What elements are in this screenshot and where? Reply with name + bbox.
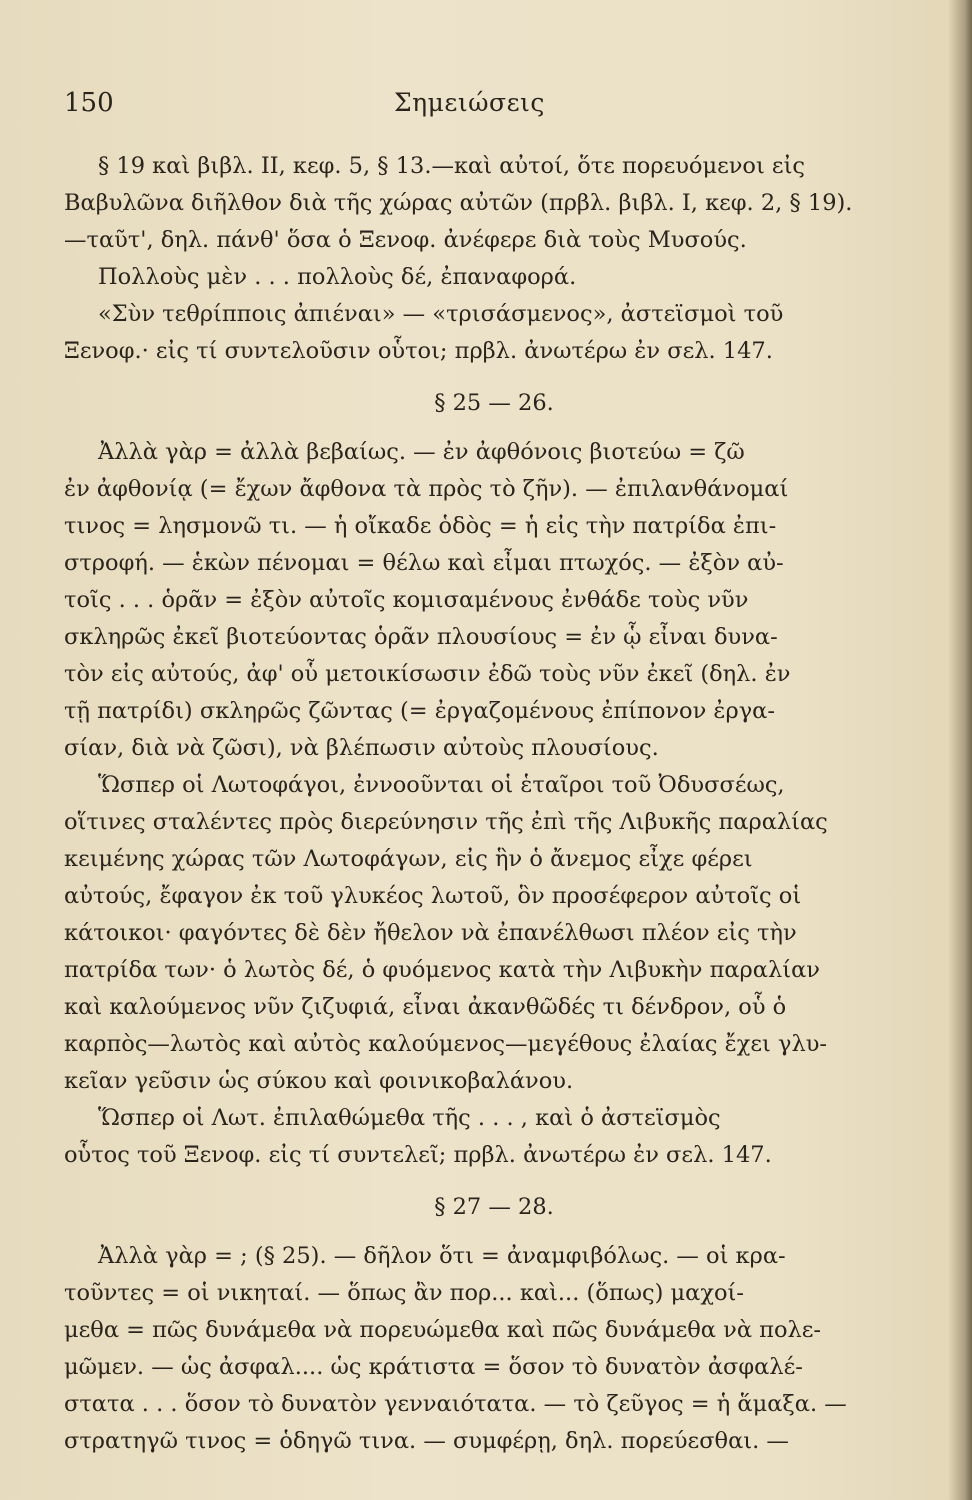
text-line: κεῖαν γεῦσιν ὡς σύκου καὶ φοινικοβαλάνου. [64,1068,574,1094]
page-header [64,88,884,128]
text-line: στροφή. — ἑκὼν πένομαι = θέλω καὶ εἶμαι πτωχός. — ἐξὸν αὐ- [64,550,784,576]
text-line: στρατηγῶ τινος = ὁδηγῶ τινα. — συμφέρῃ, δηλ. πορεύεσθαι. — [64,1428,789,1454]
text-line: μεθα = πῶς δυνάμεθα νὰ πορευώμεθα καὶ πῶς δυνάμεθα νὰ πολε- [64,1317,822,1343]
text-line: τὸν εἰς αὐτούς, ἀφ' οὗ μετοικίσωσιν ἐδῶ τοὺς νῦν ἐκεῖ (δηλ. ἐν [64,661,791,687]
text-line: κάτοικοι· φαγόντες δὲ δὲν ἤθελον νὰ ἐπανέλθωσι πλέον εἰς τὴν [64,920,797,946]
text-line: Ὥσπερ οἱ Λωτοφάγοι, ἐννοοῦνται οἱ ἑταῖροι τοῦ Ὀδυσσέως, [98,772,785,798]
paragraph-lotophagi [64,767,884,1100]
text-line: Ἀλλὰ γὰρ = ἀλλὰ βεβαίως. — ἐν ἀφθόνοις βιοτεύω = ζῶ [98,439,745,465]
text-line: οἵτινες σταλέντες πρὸς διερεύνησιν τῆς ἐπὶ τῆς Λιβυκῆς παραλίας [64,809,828,835]
text-line: καὶ καλούμενος νῦν ζιζυφιά, εἶναι ἀκανθῶδές τι δένδρον, οὗ ὁ [64,994,787,1020]
text-line: οὗτος τοῦ Ξενοφ. εἰς τί συντελεῖ; πρβλ. ἀνωτέρω ἐν σελ. 147. [64,1142,772,1168]
text-line: Βαβυλῶνα διῆλθον διὰ τῆς χώρας αὐτῶν (πρβλ. βιβλ. I, κεφ. 2, § 19). [64,190,853,216]
paragraph-notes-19 [64,148,884,370]
paragraph-lot-joke [64,1100,884,1174]
text-line: πατρίδα των· ὁ λωτὸς δέ, ὁ φυόμενος κατὰ τὴν Λιβυκὴν παραλίαν [64,957,820,983]
paragraph-notes-27 [64,1238,884,1460]
page-number: 150 [64,88,114,118]
text-line: τινος = λησμονῶ τι. — ἡ οἴκαδε ὁδὸς = ἡ εἰς τὴν πατρίδα ἐπι- [64,513,777,539]
text-line: Ὥσπερ οἱ Λωτ. ἐπιλαθώμεθα τῆς . . . , καὶ ὁ ἀστεϊσμὸς [98,1105,721,1131]
section-heading-27-28: § 27 — 28. [434,1194,554,1220]
text-line: τοῖς . . . ὁρᾶν = ἐξὸν αὐτοῖς κομισαμένους ἐνθάδε τοὺς νῦν [64,587,749,613]
page-edge-shadow [948,0,972,1500]
text-line: Ξενοφ.· εἰς τί συντελοῦσιν οὗτοι; πρβλ. ἀνωτέρω ἐν σελ. 147. [64,338,773,364]
text-line: αὐτούς, ἔφαγον ἐκ τοῦ γλυκέος λωτοῦ, ὃν προσέφερον αὐτοῖς οἱ [64,883,802,909]
text-line: τῇ πατρίδι) σκληρῶς ζῶντας (= ἐργαζομένους ἐπίπονον ἐργα- [64,698,775,724]
text-line: ἐν ἀφθονίᾳ (= ἔχων ἄφθονα τὰ πρὸς τὸ ζῆν). — ἐπιλανθάνομαί [64,476,789,502]
text-line: σίαν, διὰ νὰ ζῶσι), νὰ βλέπωσιν αὐτοὺς πλουσίους. [64,735,659,761]
paragraph-notes-25 [64,434,884,767]
text-line: —ταῦτ', δηλ. πάνθ' ὅσα ὁ Ξενοφ. ἀνέφερε διὰ τοὺς Μυσούς. [64,227,747,253]
text-line: κειμένης χώρας τῶν Λωτοφάγων, εἰς ἣν ὁ ἄνεμος εἶχε φέρει [64,846,753,872]
text-line: Πολλοὺς μὲν . . . πολλοὺς δέ, ἐπαναφορά. [98,264,577,290]
text-line: σκληρῶς ἐκεῖ βιοτεύοντας ὁρᾶν πλουσίους = ἐν ᾧ εἶναι δυνα- [64,624,778,650]
text-line: στατα . . . ὅσον τὸ δυνατὸν γενναιότατα. — τὸ ζεῦγος = ἡ ἅμαξα. — [64,1391,847,1417]
notes-body [64,148,884,1460]
text-line: μῶμεν. — ὡς ἀσφαλ.... ὡς κράτιστα = ὅσον τὸ δυνατὸν ἀσφαλέ- [64,1354,803,1380]
running-title: Σημειώσεις [394,88,545,117]
text-line: § 19 καὶ βιβλ. II, κεφ. 5, § 13.—καὶ αὐτοί, ὅτε πορευόμενοι εἰς [98,153,806,179]
text-line: «Σὺν τεθρίπποις ἀπιέναι» — «τρισάσμενος», ἀστεϊσμοὶ τοῦ [98,301,784,327]
text-line: τοῦντες = οἱ νικηταί. — ὅπως ἂν πορ... καὶ... (ὅπως) μαχοί- [64,1280,744,1306]
text-line: καρπὸς—λωτὸς καὶ αὐτὸς καλούμενος—μεγέθους ἐλαίας ἔχει γλυ- [64,1031,828,1057]
section-heading-25-26: § 25 — 26. [434,390,554,416]
text-line: Ἀλλὰ γὰρ = ; (§ 25). — δῆλον ὅτι = ἀναμφιβόλως. — οἱ κρα- [98,1243,786,1269]
